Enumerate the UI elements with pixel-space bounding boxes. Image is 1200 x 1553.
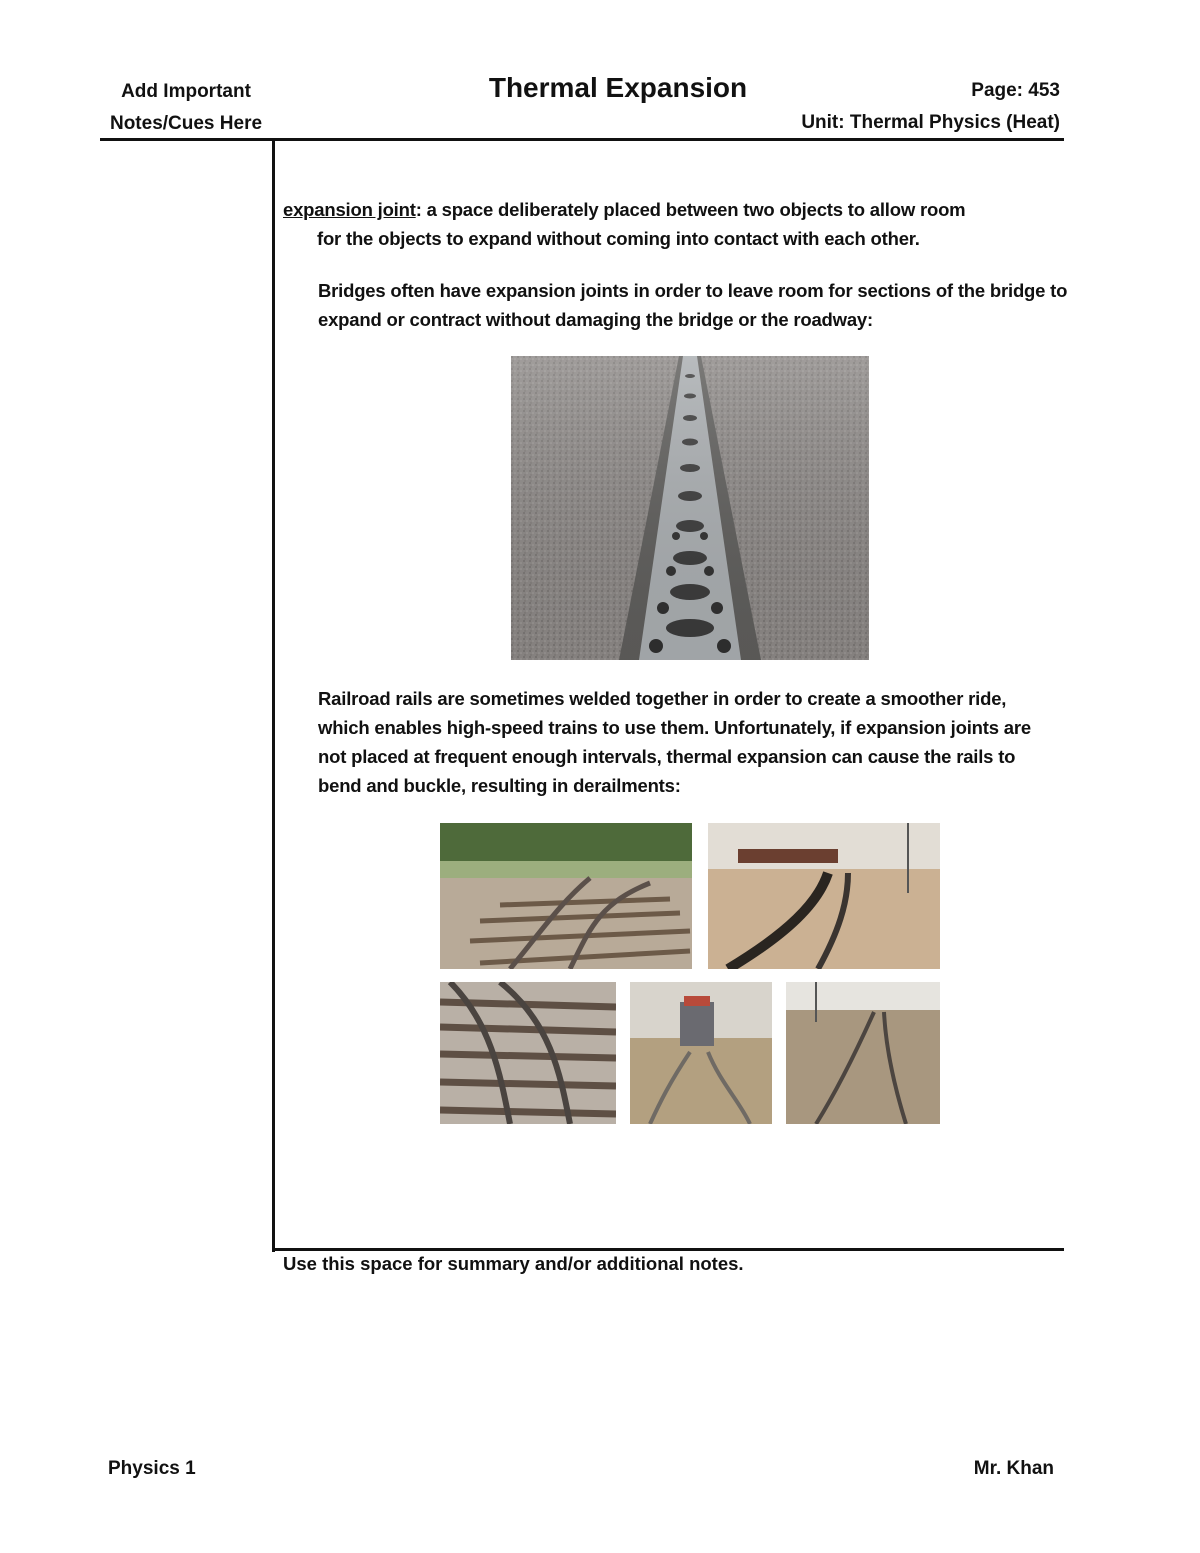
unit-label: Unit: Thermal Physics (Heat)	[801, 112, 1060, 133]
definition-block	[283, 195, 1073, 253]
definition-text-line2: for the objects to expand without coming into contact with each other.	[317, 228, 920, 249]
bridges-paragraph: Bridges often have expansion joints in order to leave room for sections of the bridge to expand or contract without damaging the bridge or the roadway:	[318, 280, 1068, 330]
buckled-track-photo-2	[440, 982, 616, 1124]
railroad-paragraph: Railroad rails are sometimes welded together in order to create a smoother ride, which enables high-speed trains to use them. Unfortunately, if expansion joints are not placed at frequent enough intervals, thermal expansion can cause the rails to bend and buckle, resulting in derailments:	[318, 688, 1031, 796]
expansion-joint-photo	[511, 356, 869, 660]
definition-term: expansion joint	[283, 199, 416, 220]
header-divider	[100, 138, 1064, 141]
buckled-track-photo-3	[786, 982, 940, 1124]
derailment-photo-2	[630, 982, 772, 1124]
cue-column-divider	[272, 140, 275, 1252]
page-number: Page: 453	[971, 80, 1060, 101]
cue-column-heading-line2: Notes/Cues Here	[109, 113, 263, 134]
buckled-track-photo-1	[440, 823, 692, 969]
definition-text-line1: : a space deliberately placed between two objects to allow room	[415, 199, 966, 220]
derailment-photo-1	[708, 823, 940, 969]
summary-prompt: Use this space for summary and/or additional notes.	[283, 1253, 744, 1274]
footer-teacher: Mr. Khan	[973, 1458, 1054, 1479]
cue-column-heading-line1: Add Important	[121, 81, 251, 102]
footer-course: Physics 1	[108, 1458, 196, 1479]
page-title: Thermal Expansion	[488, 72, 748, 103]
summary-divider	[272, 1248, 1064, 1251]
